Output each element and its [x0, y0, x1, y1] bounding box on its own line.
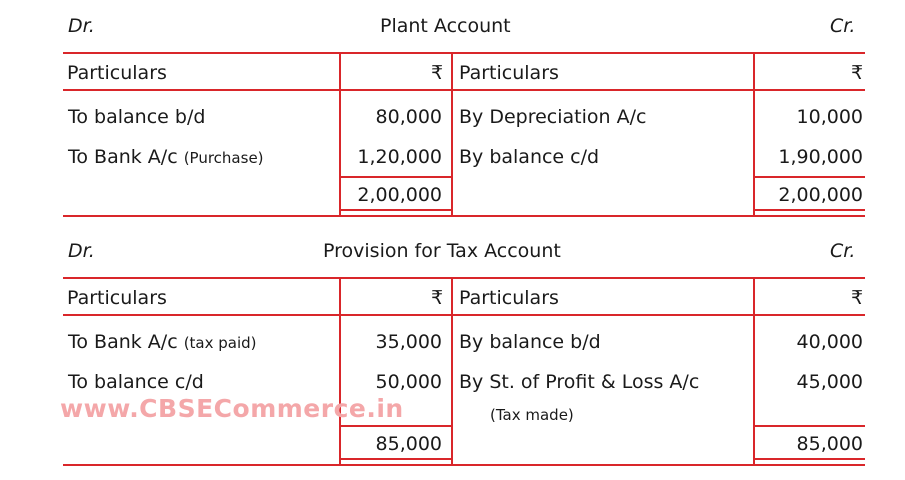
- tax-left-total-rule-top: [339, 425, 452, 427]
- plant-debit-2-amount: 1,20,000: [357, 146, 442, 168]
- tax-header-currency-right: ₹: [851, 287, 864, 309]
- plant-debit-1-text: To balance b/d: [68, 106, 206, 128]
- tax-credit-1-amount: 40,000: [796, 331, 863, 353]
- plant-debit-row-1: [68, 106, 205, 128]
- plant-debit-2-note: (Purchase): [183, 149, 264, 167]
- plant-header-rule: [63, 89, 865, 91]
- tax-bottom-rule: [63, 464, 865, 466]
- plant-bottom-rule: [63, 215, 865, 217]
- tax-header-currency-left: ₹: [431, 287, 444, 309]
- plant-credit-1-text: By Depreciation A/c: [459, 106, 647, 128]
- tax-col-divider-1: [339, 277, 341, 466]
- plant-header-particulars-right: Particulars: [459, 62, 559, 84]
- tax-credit-2-text: By St. of Profit & Loss A/c: [459, 371, 700, 393]
- plant-credit-2-text: By balance c/d: [459, 146, 600, 168]
- plant-right-total-rule-top: [753, 176, 865, 178]
- tax-col-divider-2: [451, 277, 453, 466]
- plant-account-title: Plant Account: [380, 15, 511, 37]
- plant-total-right: 2,00,000: [778, 184, 863, 206]
- watermark-text: www.CBSECommerce.in: [60, 394, 404, 423]
- plant-col-divider-2: [451, 52, 453, 217]
- tax-header-particulars-right: Particulars: [459, 287, 559, 309]
- tax-dr-label: Dr.: [68, 240, 95, 262]
- plant-col-divider-1: [339, 52, 341, 217]
- tax-account-title: Provision for Tax Account: [323, 240, 561, 262]
- tax-total-right: 85,000: [796, 433, 863, 455]
- plant-left-total-rule-bottom: [339, 209, 452, 211]
- tax-right-total-rule-bottom: [753, 458, 865, 460]
- tax-left-total-rule-bottom: [339, 458, 452, 460]
- tax-debit-2-amount: 50,000: [375, 371, 442, 393]
- tax-credit-2-note: (Tax made): [490, 406, 574, 424]
- plant-right-total-rule-bottom: [753, 209, 865, 211]
- tax-top-rule: [63, 277, 865, 279]
- tax-total-left: 85,000: [375, 433, 442, 455]
- plant-header-particulars-left: Particulars: [67, 62, 167, 84]
- plant-header-currency-right: ₹: [851, 62, 864, 84]
- plant-credit-1-amount: 10,000: [796, 106, 863, 128]
- tax-header-rule: [63, 314, 865, 316]
- plant-credit-2-amount: 1,90,000: [778, 146, 863, 168]
- plant-top-rule: [63, 52, 865, 54]
- tax-debit-1-amount: 35,000: [375, 331, 442, 353]
- tax-credit-2-amount: 45,000: [796, 371, 863, 393]
- plant-header-currency-left: ₹: [431, 62, 444, 84]
- tax-cr-label: Cr.: [830, 240, 856, 262]
- tax-credit-1-text: By balance b/d: [459, 331, 601, 353]
- tax-right-total-rule-top: [753, 425, 865, 427]
- plant-total-left: 2,00,000: [357, 184, 442, 206]
- plant-debit-row-2: [68, 146, 264, 168]
- tax-debit-row-2: [68, 371, 204, 393]
- tax-debit-1-note: (tax paid): [183, 334, 257, 352]
- plant-debit-2-text: To Bank A/c: [68, 146, 178, 168]
- plant-cr-label: Cr.: [830, 15, 856, 37]
- tax-debit-2-text: To balance c/d: [68, 371, 204, 393]
- tax-debit-row-1: [68, 331, 257, 353]
- tax-header-particulars-left: Particulars: [67, 287, 167, 309]
- plant-left-total-rule-top: [339, 176, 452, 178]
- plant-dr-label: Dr.: [68, 15, 95, 37]
- tax-debit-1-text: To Bank A/c: [68, 331, 178, 353]
- plant-debit-1-amount: 80,000: [375, 106, 442, 128]
